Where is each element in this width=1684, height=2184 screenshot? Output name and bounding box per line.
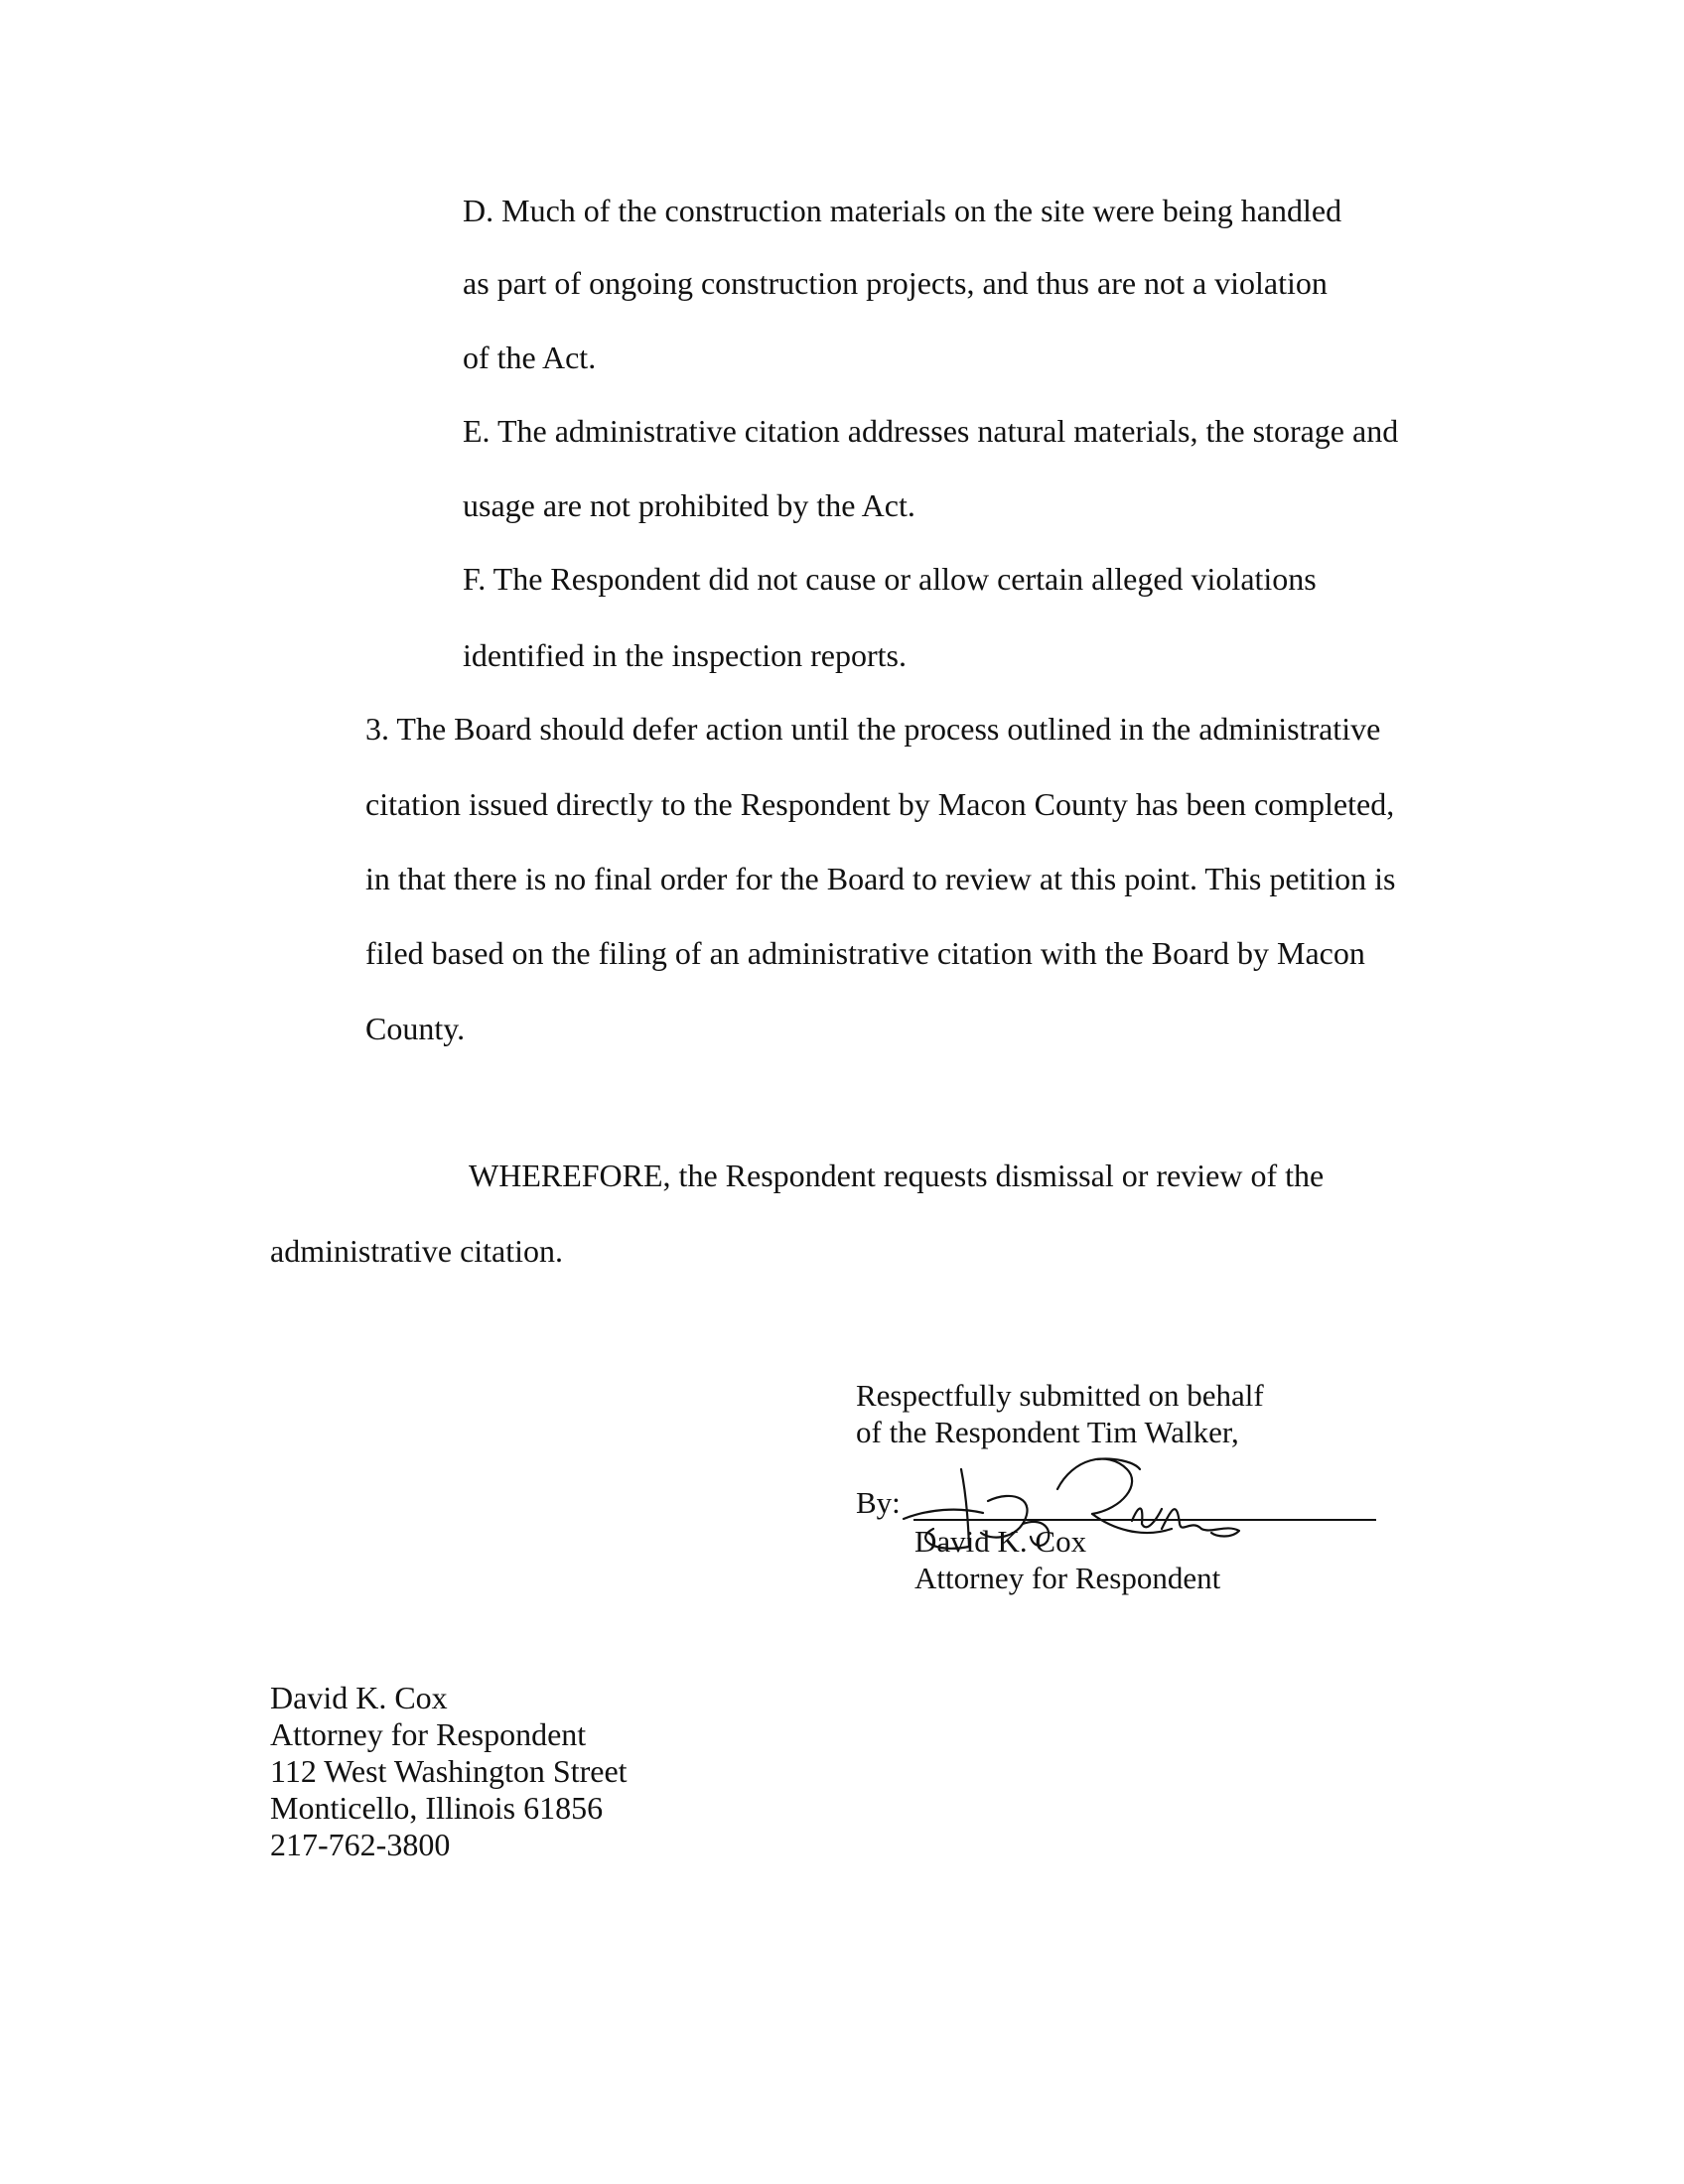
para-3-line1: 3. The Board should defer action until the process outlined in the administrative — [365, 711, 1381, 747]
para-f-line2: identified in the inspection reports. — [463, 637, 907, 673]
para-d-line2: as part of ongoing construction projects, and thus are not a violation — [463, 265, 1328, 301]
wherefore-line1: WHEREFORE, the Respondent requests dismissal or review of the — [469, 1158, 1325, 1193]
para-3-line3: in that there is no final order for the Board to review at this point. This petition is — [365, 861, 1396, 896]
contact-street: 112 West Washington Street — [270, 1753, 628, 1789]
contact-city: Monticello, Illinois 61856 — [270, 1790, 604, 1826]
para-3-line2: citation issued directly to the Respondent by Macon County has been completed, — [365, 786, 1395, 822]
para-e-line2: usage are not prohibited by the Act. — [463, 487, 915, 523]
handwritten-signature — [874, 1430, 1291, 1578]
contact-title: Attorney for Respondent — [270, 1716, 587, 1752]
wherefore-line2: administrative citation. — [270, 1233, 564, 1269]
para-3-line5: County. — [365, 1011, 466, 1046]
para-3-line4: filed based on the filing of an administrative citation with the Board by Macon — [365, 935, 1365, 971]
para-d-line3: of the Act. — [463, 340, 597, 375]
para-d-line1: D. Much of the construction materials on the site were being handled — [463, 193, 1342, 228]
submitted-line2: of the Respondent Tim Walker, — [856, 1415, 1239, 1449]
contact-phone: 217-762-3800 — [270, 1827, 451, 1862]
submitted-line1: Respectfully submitted on behalf — [856, 1378, 1264, 1413]
contact-name: David K. Cox — [270, 1680, 448, 1715]
signer-name: David K. Cox — [914, 1524, 1087, 1559]
para-f-line1: F. The Respondent did not cause or allow certain alleged violations — [463, 561, 1317, 597]
by-label: By: — [856, 1485, 901, 1520]
para-e-line1: E. The administrative citation addresses natural materials, the storage and — [463, 413, 1399, 449]
signer-title: Attorney for Respondent — [914, 1561, 1221, 1595]
